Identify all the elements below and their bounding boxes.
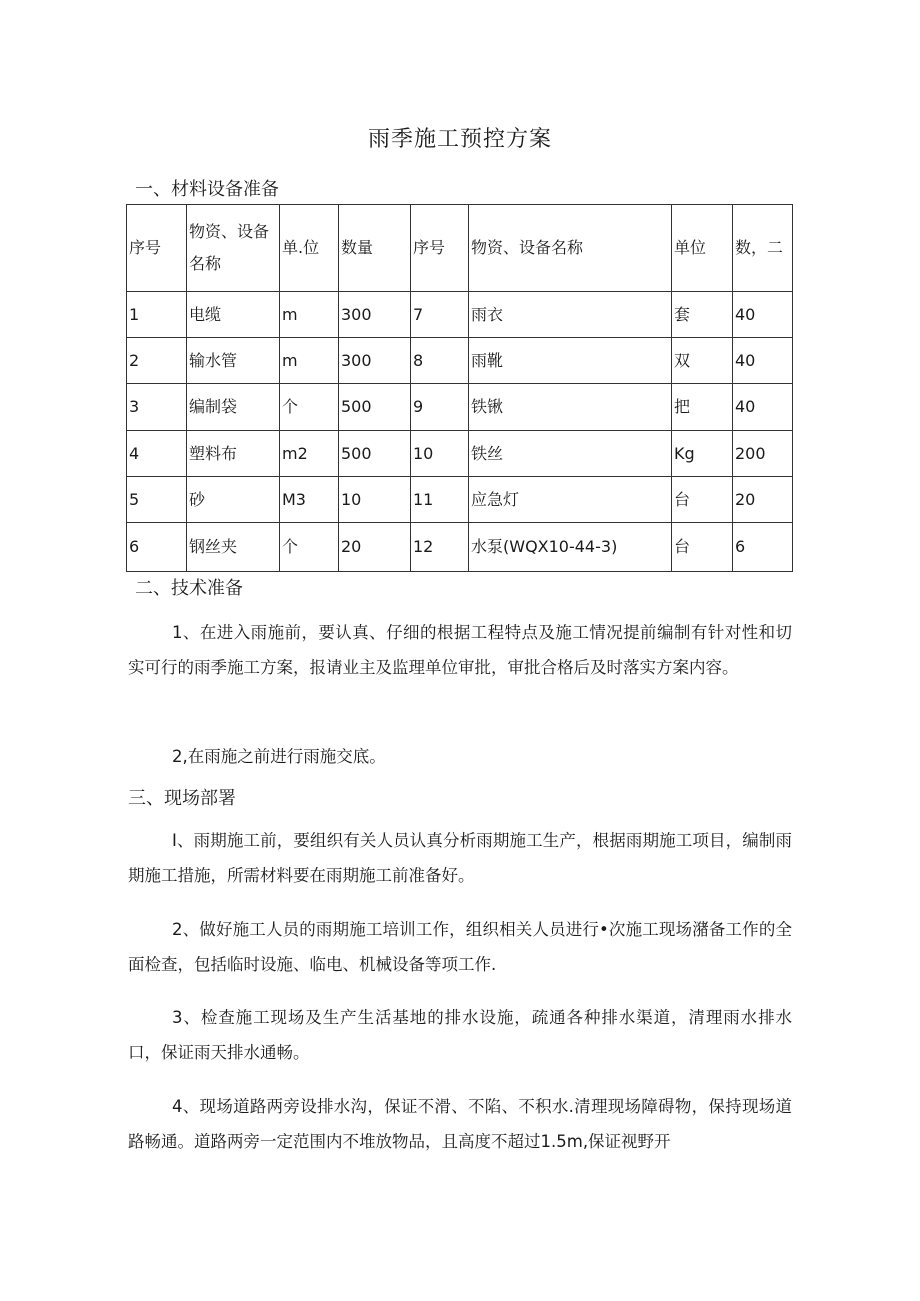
table-cell: 雨衣 <box>469 292 672 338</box>
table-cell: 双 <box>672 338 733 384</box>
table-cell: m2 <box>280 431 339 477</box>
section-heading-technical: 二、技术准备 <box>135 578 243 599</box>
header-cell: 序号 <box>127 205 187 292</box>
materials-table <box>126 204 793 572</box>
table-cell: 20 <box>733 477 793 523</box>
header-cell: 单.位 <box>280 205 339 292</box>
header-cell: 物资、设备名称 <box>469 205 672 292</box>
table-cell: 10 <box>411 431 469 477</box>
table-cell: 11 <box>411 477 469 523</box>
paragraph: I、雨期施工前，要组织有关人员认真分析雨期施工生产，根据雨期施工项目，编制雨期施工措施，所需材料要在雨期施工前准备好。 <box>128 831 792 885</box>
table-cell: 300 <box>339 292 411 338</box>
table-cell: 铁锹 <box>469 384 672 431</box>
table-row <box>127 477 793 523</box>
table-cell: 20 <box>339 523 411 572</box>
header-cell: 序号 <box>411 205 469 292</box>
paragraph: 2、做好施工人员的雨期施工培训工作，组织相关人员进行•次施工现场潴备工作的全面检查，包括临时设施、临电、机械设备等项工作. <box>128 920 792 974</box>
table-row <box>127 338 793 384</box>
table-cell: 钢丝夹 <box>187 523 280 572</box>
table-cell: 铁丝 <box>469 431 672 477</box>
table-header-row <box>127 205 793 292</box>
table-cell: 7 <box>411 292 469 338</box>
table-cell: 6 <box>733 523 793 572</box>
header-cell: 单位 <box>672 205 733 292</box>
table-cell: 应急灯 <box>469 477 672 523</box>
table-cell: 40 <box>733 384 793 431</box>
paragraph: 4、现场道路两旁设排水沟，保证不滑、不陷、不积水.清理现场障碍物，保持现场道路畅通。道路两旁一定范围内不堆放物品，且高度不超过1.5m,保证视野开 <box>128 1097 792 1151</box>
table-cell: 500 <box>339 431 411 477</box>
paragraph: 3、检查施工现场及生产生活基地的排水设施，疏通各种排水渠道，清理雨水排水口，保证雨天排水通畅。 <box>128 1008 792 1062</box>
section-heading-materials: 一、材料设备准备 <box>135 179 279 200</box>
table-cell: 1 <box>127 292 187 338</box>
table-cell: 砂 <box>187 477 280 523</box>
table-cell: 300 <box>339 338 411 384</box>
header-cell: 数量 <box>339 205 411 292</box>
table-cell: 编制袋 <box>187 384 280 431</box>
table-cell: m <box>280 292 339 338</box>
table-cell: 200 <box>733 431 793 477</box>
table-cell: 40 <box>733 292 793 338</box>
table-cell: 12 <box>411 523 469 572</box>
table-row <box>127 384 793 431</box>
section-heading-site: 三、现场部署 <box>128 788 236 809</box>
header-cell: 数，二 <box>733 205 793 292</box>
table-cell: 500 <box>339 384 411 431</box>
table-cell: 8 <box>411 338 469 384</box>
table-cell: 台 <box>672 523 733 572</box>
table-cell: 输水管 <box>187 338 280 384</box>
table-cell: 9 <box>411 384 469 431</box>
paragraph: 1、在进入雨施前，要认真、仔细的根据工程特点及施工情况提前编制有针对性和切实可行的雨季施工方案，报请业主及监理单位审批，审批合格后及时落实方案内容。 <box>128 623 792 677</box>
table-cell: 2 <box>127 338 187 384</box>
document-title: 雨季施工预控方案 <box>367 127 552 152</box>
table-cell: 6 <box>127 523 187 572</box>
table-cell: m <box>280 338 339 384</box>
table-cell: 电缆 <box>187 292 280 338</box>
table-row <box>127 431 793 477</box>
table-cell: 雨靴 <box>469 338 672 384</box>
table-cell: 个 <box>280 523 339 572</box>
table-cell: 4 <box>127 431 187 477</box>
table-cell: 套 <box>672 292 733 338</box>
table-cell: 把 <box>672 384 733 431</box>
table-cell: 3 <box>127 384 187 431</box>
table-cell: Kg <box>672 431 733 477</box>
table-row <box>127 523 793 572</box>
table-cell: 台 <box>672 477 733 523</box>
table-cell: 40 <box>733 338 793 384</box>
table-cell: 塑料布 <box>187 431 280 477</box>
table-cell: 个 <box>280 384 339 431</box>
table-cell: 水泵(WQX10-44-3) <box>469 523 672 572</box>
table-row <box>127 292 793 338</box>
table-cell: M3 <box>280 477 339 523</box>
header-cell: 物资、设备名称 <box>187 205 280 292</box>
table-cell: 5 <box>127 477 187 523</box>
table-cell: 10 <box>339 477 411 523</box>
paragraph: 2,在雨施之前进行雨施交底。 <box>172 747 386 766</box>
